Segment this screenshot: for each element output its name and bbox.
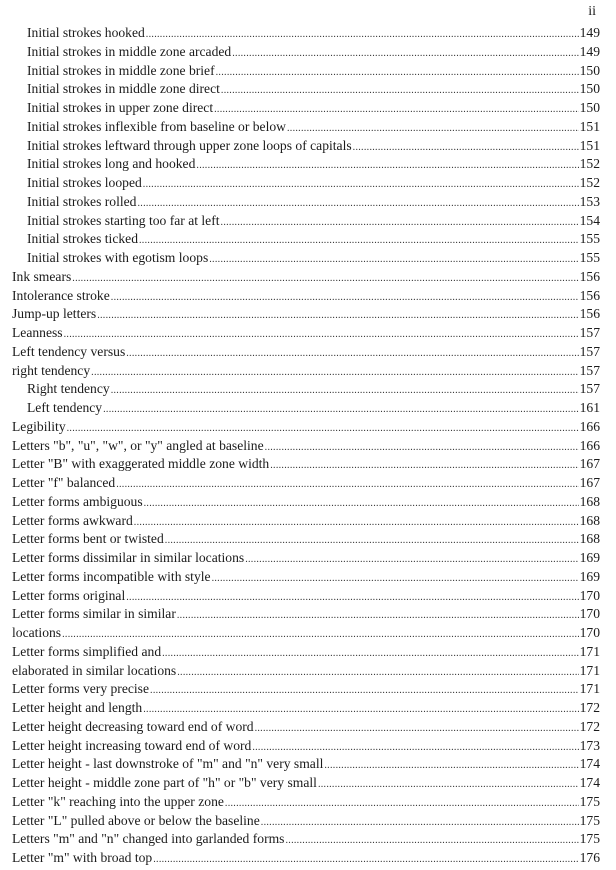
toc-entry-title: Letters "m" and "n" changed into garlanded forms	[12, 831, 285, 847]
toc-entry-title: Initial strokes in upper zone direct	[27, 100, 214, 115]
toc-entry[interactable]	[0, 137, 616, 156]
toc-entry[interactable]	[0, 587, 616, 606]
toc-entry-page: 175	[579, 793, 600, 809]
toc-entry-page: 175	[579, 831, 600, 847]
dot-leader	[162, 645, 578, 664]
dot-leader	[97, 307, 578, 326]
toc-entry[interactable]	[0, 174, 616, 193]
toc-entry-title: Letter "L" pulled above or below the baseline	[12, 812, 260, 828]
toc-entry-title: Jump-up letters	[12, 306, 97, 322]
toc-entry-title: Initial strokes with egotism loops	[27, 250, 209, 265]
toc-entry-page: 157	[579, 362, 600, 378]
toc-entry-page: 155	[579, 250, 600, 265]
toc-entry-page: 168	[579, 493, 600, 509]
dot-leader	[209, 251, 578, 270]
toc-entry[interactable]	[0, 43, 616, 62]
dot-leader	[144, 495, 579, 514]
toc-entry[interactable]	[0, 268, 616, 287]
toc-entry-title: Letter forms similar in similar	[12, 606, 176, 622]
toc-entry-page: 170	[579, 606, 600, 622]
dot-leader	[126, 589, 578, 608]
toc-entry[interactable]	[0, 737, 616, 756]
toc-entry-page: 176	[579, 850, 600, 865]
toc-entry[interactable]	[0, 530, 616, 549]
toc-entry-title: Ink smears	[12, 268, 72, 284]
toc-entry-page: 155	[579, 231, 600, 247]
toc-entry-page: 157	[579, 325, 600, 340]
dot-leader	[150, 682, 579, 701]
toc-entry[interactable]	[0, 155, 616, 174]
dot-leader	[196, 157, 578, 176]
toc-entry-page: 171	[579, 662, 600, 678]
toc-entry-title: Letters "b", "u", "w", or "y" angled at baseline	[12, 437, 264, 453]
toc-entry-title: Letter height and length	[12, 700, 143, 715]
toc-entry-title: Letter "m" with broad top	[12, 850, 153, 865]
toc-entry-page: 174	[579, 775, 600, 790]
toc-entry-page: 166	[579, 418, 600, 434]
dot-leader	[111, 289, 579, 308]
toc-entry[interactable]	[0, 230, 616, 249]
toc-entry-title: right tendency	[12, 362, 91, 378]
toc-entry-page: 150	[579, 100, 600, 115]
toc-entry-title: locations	[12, 625, 62, 640]
toc-entry[interactable]	[0, 549, 616, 568]
toc-entry[interactable]	[0, 287, 616, 306]
dot-leader	[177, 607, 579, 626]
toc-entry-page: 156	[579, 306, 600, 322]
dot-leader	[353, 139, 579, 158]
dot-leader	[221, 214, 579, 233]
toc-entry-title: Letter forms ambiguous	[12, 493, 143, 509]
toc-entry[interactable]	[0, 399, 616, 418]
toc-entry-title: Left tendency versus	[12, 343, 126, 359]
toc-entry[interactable]	[0, 605, 616, 624]
toc-entry-page: 170	[579, 587, 600, 603]
toc-entry-title: Letter forms dissimilar in similar locations	[12, 550, 245, 565]
toc-entry-title: Letter height - last downstroke of "m" and "n" very small	[12, 756, 324, 772]
toc-entry[interactable]	[0, 643, 616, 662]
toc-entry[interactable]	[0, 774, 616, 793]
toc-entry-title: Initial strokes in middle zone brief	[27, 62, 215, 78]
toc-entry-title: Letter forms simplified and	[12, 643, 162, 659]
toc-entry-page: 152	[579, 175, 600, 190]
dot-leader	[64, 326, 579, 345]
dot-leader	[261, 814, 579, 833]
toc-entry[interactable]	[0, 24, 616, 43]
toc-entry-title: Legibility	[12, 418, 66, 434]
dot-leader	[111, 382, 579, 401]
toc-entry[interactable]	[0, 80, 616, 99]
toc-entry[interactable]	[0, 493, 616, 512]
toc-entry-title: Leanness	[12, 325, 63, 340]
dot-leader	[265, 439, 579, 458]
toc-entry-title: Initial strokes rolled	[27, 193, 137, 209]
page-number: ii	[588, 4, 596, 19]
toc-entry[interactable]	[0, 512, 616, 531]
toc-entry-page: 168	[579, 512, 600, 528]
toc-entry-title: Letter forms very precise	[12, 681, 150, 697]
dot-leader	[103, 401, 579, 420]
toc-entry-title: Initial strokes in middle zone arcaded	[27, 43, 232, 59]
toc-entry-title: Initial strokes looped	[27, 175, 142, 190]
toc-entry[interactable]	[0, 343, 616, 362]
toc-entry[interactable]	[0, 455, 616, 474]
dot-leader	[126, 345, 578, 364]
dot-leader	[318, 776, 579, 795]
toc-entry-page: 169	[579, 568, 600, 584]
toc-entry[interactable]	[0, 380, 616, 399]
toc-entry-page: 156	[579, 268, 600, 284]
toc-entry-title: elaborated in similar locations	[12, 662, 177, 678]
toc-entry[interactable]	[0, 755, 616, 774]
toc-entry-page: 151	[579, 118, 600, 134]
toc-entry-title: Left tendency	[27, 400, 103, 415]
toc-entry-page: 172	[579, 700, 600, 715]
toc-entry-page: 151	[579, 137, 600, 153]
toc-entry[interactable]	[0, 624, 616, 643]
toc-entry[interactable]	[0, 474, 616, 493]
toc-entry-title: Initial strokes hooked	[27, 25, 145, 40]
toc-entry[interactable]	[0, 305, 616, 324]
toc-entry-page: 167	[579, 456, 600, 472]
toc-entry[interactable]	[0, 437, 616, 456]
toc-entry[interactable]	[0, 249, 616, 268]
dot-leader	[324, 757, 578, 776]
toc-entry-page: 157	[579, 381, 600, 397]
toc-entry-page: 150	[579, 62, 600, 78]
dot-leader	[225, 795, 579, 814]
toc-entry[interactable]	[0, 568, 616, 587]
toc-entry[interactable]	[0, 99, 616, 118]
toc-entry-title: Letter "B" with exaggerated middle zone width	[12, 456, 270, 472]
dot-leader	[143, 176, 579, 195]
dot-leader	[153, 851, 578, 870]
toc-entry-page: 170	[579, 625, 600, 640]
table-of-contents	[0, 24, 616, 868]
toc-entry-title: Letter forms original	[12, 587, 126, 603]
dot-leader	[255, 720, 579, 739]
toc-entry-title: Initial strokes in middle zone direct	[27, 81, 220, 97]
toc-entry-page: 149	[579, 25, 600, 40]
toc-entry[interactable]	[0, 699, 616, 718]
toc-entry-title: Letter forms bent or twisted	[12, 531, 164, 547]
toc-entry-page: 171	[579, 643, 600, 659]
toc-entry-page: 172	[579, 718, 600, 734]
toc-entry-title: Initial strokes leftward through upper zone loops of capitals	[27, 137, 352, 153]
toc-entry[interactable]	[0, 212, 616, 231]
dot-leader	[216, 64, 579, 83]
toc-entry-page: 156	[579, 287, 600, 303]
toc-entry-page: 157	[579, 343, 600, 359]
toc-entry[interactable]	[0, 193, 616, 212]
toc-entry-title: Letter forms incompatible with style	[12, 568, 211, 584]
toc-entry-title: Letter forms awkward	[12, 512, 133, 528]
dot-leader	[212, 570, 579, 589]
toc-entry-title: Initial strokes long and hooked	[27, 156, 196, 172]
toc-entry[interactable]	[0, 362, 616, 381]
toc-entry[interactable]	[0, 662, 616, 681]
toc-entry-page: 154	[579, 212, 600, 228]
toc-entry-page: 167	[579, 475, 600, 490]
toc-entry[interactable]	[0, 812, 616, 831]
toc-entry-page: 168	[579, 531, 600, 547]
toc-entry[interactable]	[0, 793, 616, 812]
dot-leader	[91, 364, 578, 383]
toc-entry[interactable]	[0, 418, 616, 437]
toc-entry-title: Letter height decreasing toward end of word	[12, 718, 254, 734]
toc-entry-title: Initial strokes ticked	[27, 231, 138, 247]
dot-leader	[270, 457, 578, 476]
dot-leader	[134, 514, 579, 533]
toc-entry[interactable]	[0, 118, 616, 137]
dot-leader	[285, 832, 578, 851]
toc-entry-title: Letter "f" balanced	[12, 475, 116, 490]
toc-entry[interactable]	[0, 830, 616, 849]
toc-entry[interactable]	[0, 718, 616, 737]
toc-entry-page: 173	[579, 737, 600, 753]
toc-entry-page: 150	[579, 81, 600, 97]
dot-leader	[232, 45, 578, 64]
toc-entry-title: Intolerance stroke	[12, 287, 110, 303]
toc-entry-title: Letter height increasing toward end of word	[12, 737, 252, 753]
toc-entry-page: 174	[579, 756, 600, 772]
toc-entry-page: 171	[579, 681, 600, 697]
toc-entry-page: 153	[579, 193, 600, 209]
toc-entry-page: 169	[579, 550, 600, 565]
toc-entry-title: Right tendency	[27, 381, 110, 397]
toc-entry-title: Initial strokes inflexible from baseline or below	[27, 118, 286, 134]
toc-entry-title: Letter "k" reaching into the upper zone	[12, 793, 224, 809]
dot-leader	[221, 82, 579, 101]
toc-entry[interactable]	[0, 849, 616, 868]
toc-entry[interactable]	[0, 680, 616, 699]
toc-entry-page: 152	[579, 156, 600, 172]
toc-entry-title: Initial strokes starting too far at left	[27, 212, 220, 228]
toc-entry-page: 161	[579, 400, 600, 415]
toc-entry[interactable]	[0, 324, 616, 343]
toc-entry-title: Letter height - middle zone part of "h" or "b" very small	[12, 775, 317, 790]
dot-leader	[72, 270, 578, 289]
toc-entry-page: 149	[579, 43, 600, 59]
toc-entry[interactable]	[0, 62, 616, 81]
toc-entry-page: 166	[579, 437, 600, 453]
dot-leader	[245, 551, 578, 570]
toc-entry-page: 175	[579, 812, 600, 828]
dot-leader	[177, 664, 578, 683]
dot-leader	[116, 476, 578, 495]
